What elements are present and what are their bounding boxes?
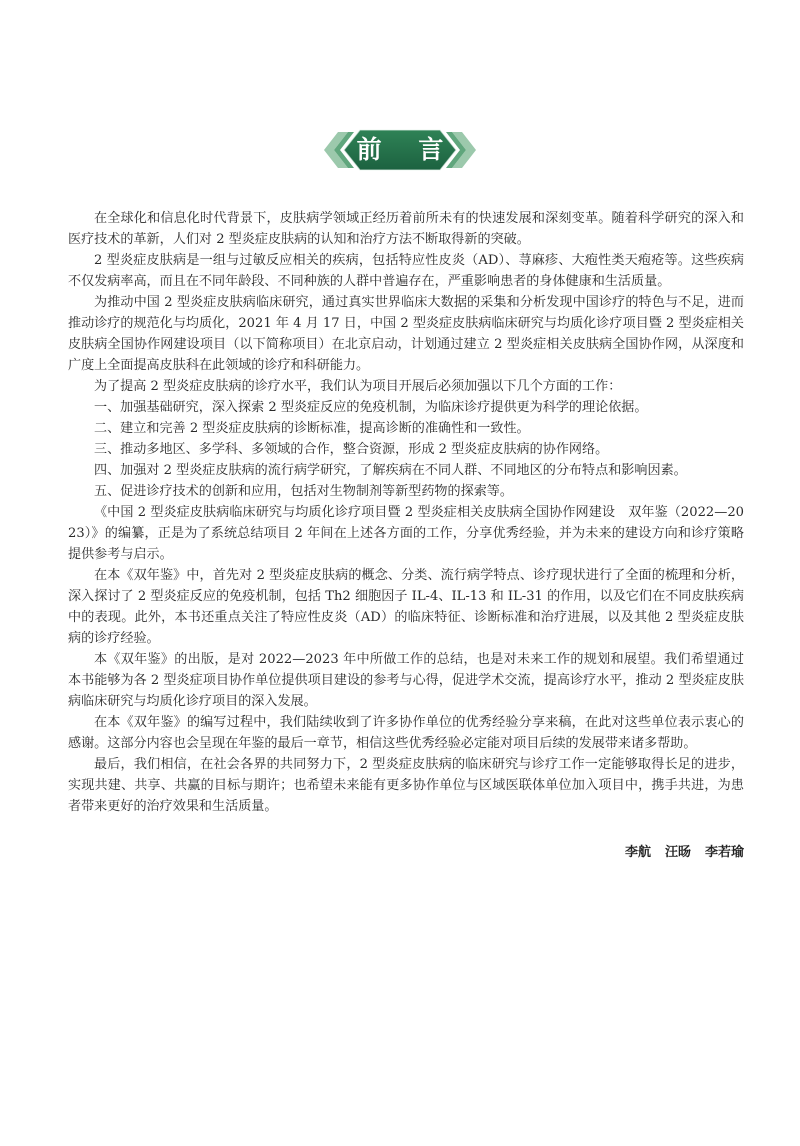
paragraph: 在本《双年鉴》中，首先对 2 型炎症皮肤病的概念、分类、流行病学特点、诊疗现状进行了全面的梳理和分析，深入探讨了 2 型炎症反应的免疫机制，包括 Th2 细胞因子 IL-4、IL-13 和 IL-31 的作用，以及它们在不同皮肤疾病中的表现。此外，本书还重点关注了特应性皮炎（AD）的临床特征、诊断标准和治疗进展，以及其他 2 型炎症皮肤病的诊疗经验。: [68, 568, 744, 646]
author-name: 汪旸: [664, 845, 691, 860]
paragraph: 本《双年鉴》的出版，是对 2022—2023 年中所做工作的总结，也是对未来工作的规划和展望。我们希望通过本书能够为各 2 型炎症项目协作单位提供项目建设的参考与心得，促进学术交流，提高诊疗水平，推动 2 型炎症皮肤病临床研究与均质化诊疗项目的深入发展。: [68, 652, 744, 709]
list-item: 三、推动多地区、多学科、多领域的合作，整合资源，形成 2 型炎症皮肤病的协作网络。: [94, 442, 609, 457]
author-signature: [68, 841, 744, 860]
paragraph: 在本《双年鉴》的编写过程中，我们陆续收到了许多协作单位的优秀经验分享来稿，在此对这些单位表示衷心的感谢。这部分内容也会呈现在年鉴的最后一章节，相信这些优秀经验必定能对项目后续的发展带来诸多帮助。: [68, 715, 744, 751]
paragraph: 《中国 2 型炎症皮肤病临床研究与均质化诊疗项目暨 2 型炎症相关皮肤病全国协作网建设 双年鉴（2022—2023）》的编纂，正是为了系统总结项目 2 年间在上述各方面的工作，分享优秀经验，并为未来的建设方向和诊疗策略提供参考与启示。: [68, 505, 744, 562]
list-item: 四、加强对 2 型炎症皮肤病的流行病学研究，了解疾病在不同人群、不同地区的分布特点和影响因素。: [94, 463, 687, 478]
preface-header-banner: [200, 124, 600, 176]
page-title: 前 言: [356, 135, 458, 164]
list-item: 五、促进诊疗技术的创新和应用，包括对生物制剂等新型药物的探索等。: [94, 484, 513, 499]
list-item: 二、建立和完善 2 型炎症皮肤病的诊断标准，提高诊断的准确性和一致性。: [94, 421, 530, 436]
paragraph: 最后，我们相信，在社会各界的共同努力下，2 型炎症皮肤病的临床研究与诊疗工作一定能够取得长足的进步，实现共建、共享、共赢的目标与期许；也希望未来能有更多协作单位与区域医联体单位加入项目中，携手共进，为患者带来更好的治疗效果和生活质量。: [68, 757, 744, 814]
paragraph: 为了提高 2 型炎症皮肤病的诊疗水平，我们认为项目开展后必须加强以下几个方面的工作：: [94, 379, 622, 394]
author-name: 李航: [624, 845, 651, 860]
list-item: 一、加强基础研究，深入探索 2 型炎症反应的免疫机制，为临床诊疗提供更为科学的理论依据。: [94, 400, 648, 415]
author-name: 李若瑜: [704, 845, 744, 860]
paragraph: 为推动中国 2 型炎症皮肤病临床研究，通过真实世界临床大数据的采集和分析发现中国诊疗的特色与不足，进而推动诊疗的规范化与均质化，2021 年 4 月 17 日，中国 2 型炎症皮肤病临床研究与均质化诊疗项目暨 2 型炎症相关皮肤病全国协作网建设项目（以下简称项目）在北京启动，计划通过建立 2 型炎症相关皮肤病全国协作网，从深度和广度上全面提高皮肤科在此领域的诊疗和科研能力。: [68, 295, 744, 373]
paragraph: 在全球化和信息化时代背景下，皮肤病学领域正经历着前所未有的快速发展和深刻变革。随着科学研究的深入和医疗技术的革新，人们对 2 型炎症皮肤病的认知和治疗方法不断取得新的突破。: [68, 211, 744, 247]
preface-body: [68, 208, 744, 860]
paragraph: 2 型炎症皮肤病是一组与过敏反应相关的疾病，包括特应性皮炎（AD）、荨麻疹、大疱性类天疱疮等。这些疾病不仅发病率高，而且在不同年龄段、不同种族的人群中普遍存在，严重影响患者的身体健康和生活质量。: [68, 253, 744, 289]
